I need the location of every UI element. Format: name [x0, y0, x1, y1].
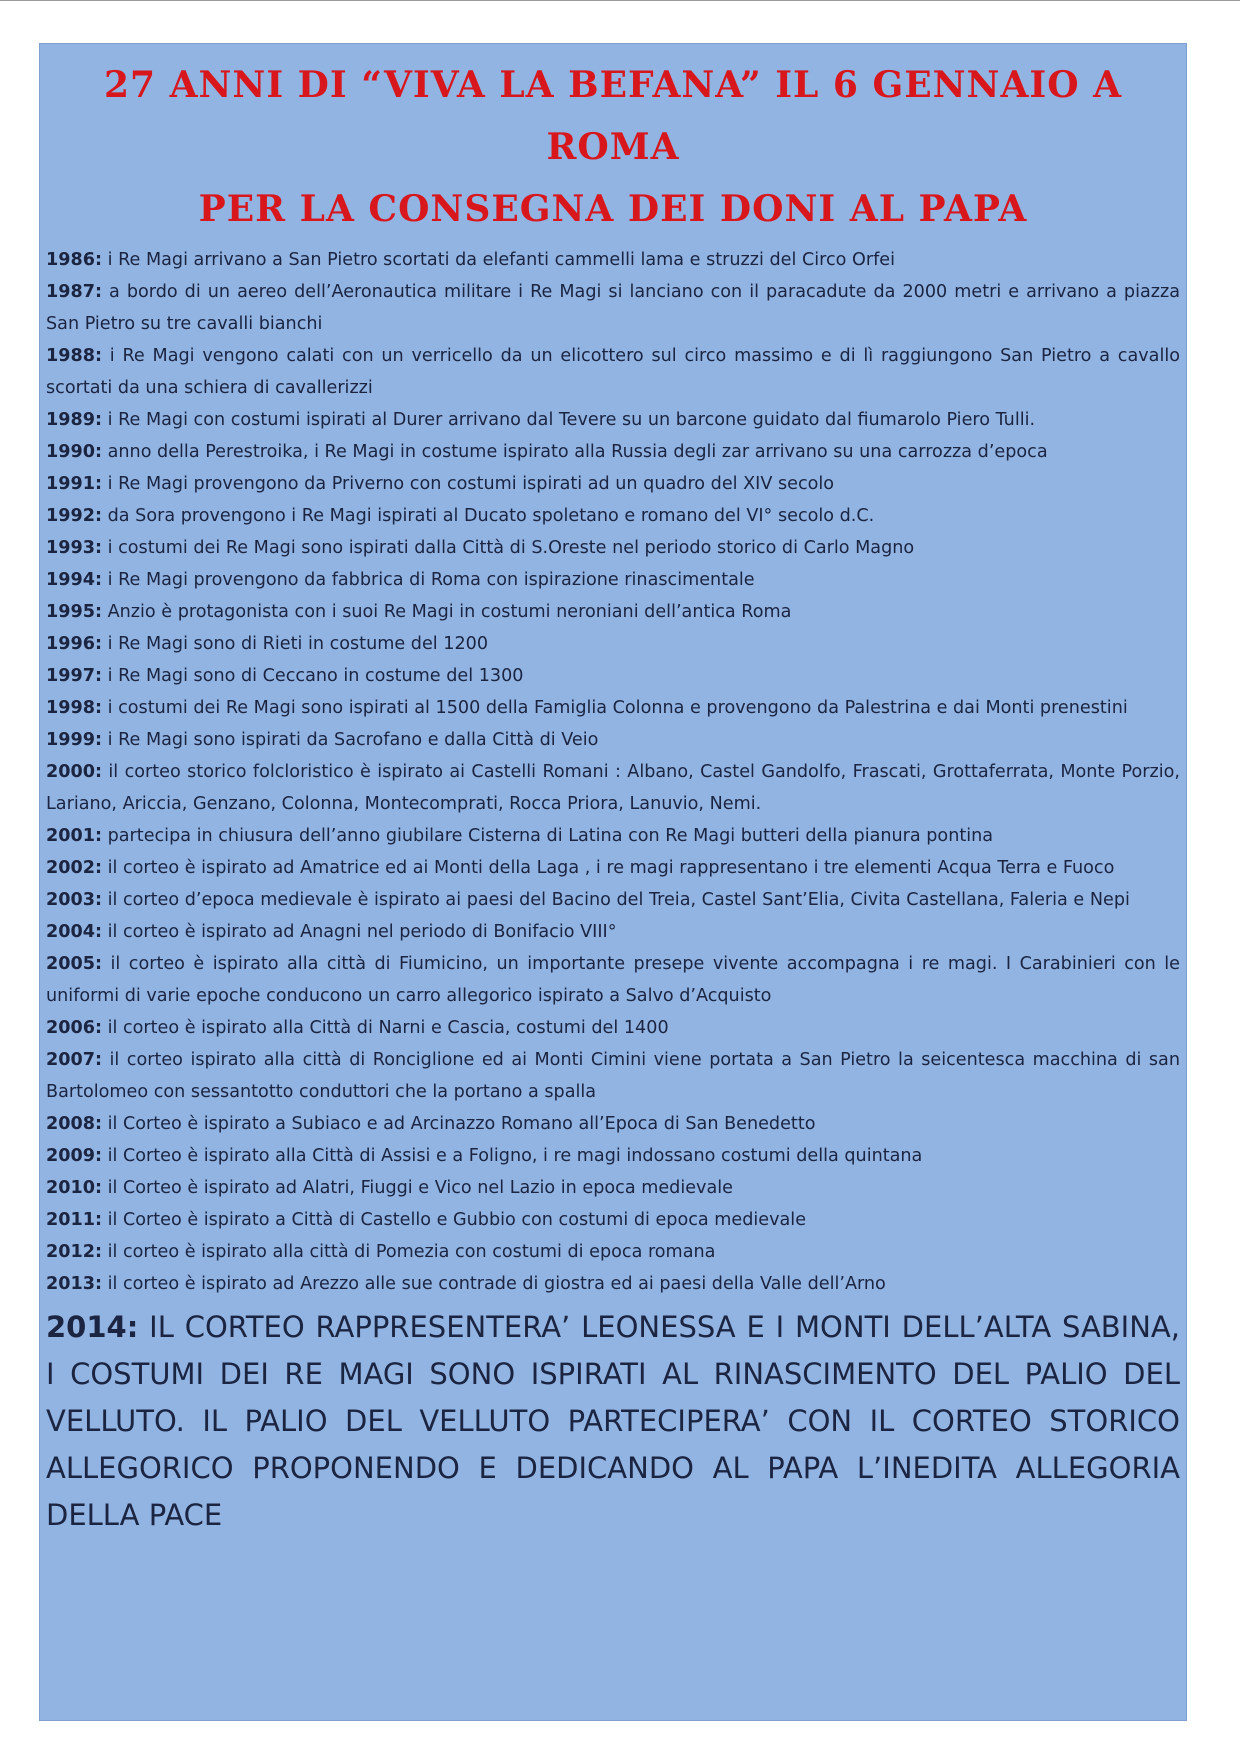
- list-item: [46, 852, 1180, 884]
- list-item: [46, 468, 1180, 500]
- top-border-line: [0, 0, 1240, 1]
- entry-text: i Re Magi sono di Rieti in costume del 1200: [102, 634, 489, 654]
- entry-year: 2010:: [46, 1178, 103, 1198]
- entry-text: il corteo d’epoca medievale è ispirato ai paesi del Bacino del Treia, Castel Sant’Elia, Civita Castellana, Faleria e Nepi: [102, 890, 1130, 910]
- entry-text: i Re Magi vengono calati con un verricello da un elicottero sul circo massimo e di lì raggiungono San Pietro a cavallo scortati da una schiera di cavallerizzi: [46, 346, 1180, 398]
- list-item: [46, 692, 1180, 724]
- entry-year: 2012:: [46, 1242, 103, 1262]
- list-item: [46, 1108, 1180, 1140]
- entry-year: 2003:: [46, 890, 103, 910]
- entry-year: 2008:: [46, 1114, 103, 1134]
- list-item: [46, 276, 1180, 340]
- list-item: [46, 1268, 1180, 1300]
- list-item: [46, 564, 1180, 596]
- list-item: [46, 948, 1180, 1012]
- entry-year: 2007:: [46, 1050, 103, 1070]
- entry-text: Anzio è protagonista con i suoi Re Magi in costumi neroniani dell’antica Roma: [102, 602, 792, 622]
- entry-year: 1990:: [46, 442, 103, 462]
- entry-year: 2001:: [46, 826, 103, 846]
- list-item: [46, 1236, 1180, 1268]
- entry-text: il corteo è ispirato alla Città di Narni e Cascia, costumi del 1400: [102, 1018, 669, 1038]
- entry-year: 1997:: [46, 666, 103, 686]
- entry-text: i Re Magi provengono da Priverno con costumi ispirati ad un quadro del XIV secolo: [102, 474, 835, 494]
- entry-text: i Re Magi sono di Ceccano in costume del 1300: [102, 666, 524, 686]
- entry-text: il corteo storico folcloristico è ispirato ai Castelli Romani : Albano, Castel Gandolfo, Frascati, Grottaferrata, Monte Porzio, Lariano, Ariccia, Genzano, Colonna, Montecomprati, Rocca Priora, Lanuvio, Nemi.: [46, 762, 1180, 814]
- entry-year: 2011:: [46, 1210, 103, 1230]
- entry-text: anno della Perestroika, i Re Magi in costume ispirato alla Russia degli zar arrivano su una carrozza d’epoca: [102, 442, 1048, 462]
- list-item: [46, 244, 1180, 276]
- list-item: [46, 532, 1180, 564]
- entry-text: i Re Magi provengono da fabbrica di Roma con ispirazione rinascimentale: [102, 570, 755, 590]
- list-item: [46, 884, 1180, 916]
- list-item: [46, 660, 1180, 692]
- entry-text: il corteo è ispirato ad Amatrice ed ai Monti della Laga , i re magi rappresentano i tre elementi Acqua Terra e Fuoco: [102, 858, 1115, 878]
- entry-year: 2000:: [46, 762, 103, 782]
- entry-year: 2002:: [46, 858, 103, 878]
- list-item: [46, 628, 1180, 660]
- entry-text: il corteo è ispirato alla città di Fiumicino, un importante presepe vivente accompagna i re magi. I Carabinieri con le uniformi di varie epoche conducono un carro allegorico ispirato a Salvo d’Acquisto: [46, 954, 1180, 1006]
- entry-year: 1988:: [46, 346, 103, 366]
- entry-text: IL CORTEO RAPPRESENTERA’ LEONESSA E I MONTI DELL’ALTA SABINA, I COSTUMI DEI RE MAGI SONO ISPIRATI AL RINASCIMENTO DEL PALIO DEL VELLUTO. IL PALIO DEL VELLUTO PARTECIPERA’ CON IL CORTEO STORICO ALLEGORICO PROPONENDO E DEDICANDO AL PAPA L’INEDITA ALLEGORIA DELLA PACE: [46, 1310, 1180, 1532]
- entry-year: 2005:: [46, 954, 103, 974]
- list-item: [46, 340, 1180, 404]
- entry-text: partecipa in chiusura dell’anno giubilare Cisterna di Latina con Re Magi butteri della pianura pontina: [102, 826, 994, 846]
- entry-text: il corteo ispirato alla città di Ronciglione ed ai Monti Cimini viene portata a San Pietro la seicentesca macchina di san Bartolomeo con sessantotto conduttori che la portano a spalla: [46, 1050, 1180, 1102]
- entry-text: i Re Magi arrivano a San Pietro scortati da elefanti cammelli lama e struzzi del Circo Orfei: [102, 250, 895, 270]
- entry-year: 1989:: [46, 410, 103, 430]
- entry-year: 1993:: [46, 538, 103, 558]
- entry-year: 2006:: [46, 1018, 103, 1038]
- entry-year: 2004:: [46, 922, 103, 942]
- entry-year: 1995:: [46, 602, 103, 622]
- entry-text: i costumi dei Re Magi sono ispirati dalla Città di S.Oreste nel periodo storico di Carlo Magno: [102, 538, 915, 558]
- entry-text: il corteo è ispirato alla città di Pomezia con costumi di epoca romana: [102, 1242, 716, 1262]
- list-item: [46, 1204, 1180, 1236]
- entry-year: 2013:: [46, 1274, 103, 1294]
- year-entry-list: [46, 244, 1180, 1300]
- entry-year: 1999:: [46, 730, 103, 750]
- title-line-2: PER LA CONSEGNA DEI DONI AL PAPA: [198, 188, 1028, 230]
- list-item: [46, 724, 1180, 756]
- entry-text: i Re Magi con costumi ispirati al Durer arrivano dal Tevere su un barcone guidato dal fiumarolo Piero Tulli.: [102, 410, 1036, 430]
- entry-year: 1987:: [46, 282, 103, 302]
- entry-text: il Corteo è ispirato a Città di Castello e Gubbio con costumi di epoca medievale: [102, 1210, 807, 1230]
- entry-text: il corteo è ispirato ad Arezzo alle sue contrade di giostra ed ai paesi della Valle dell’Arno: [102, 1274, 886, 1294]
- flyer-panel: [40, 44, 1186, 1720]
- entry-text: i costumi dei Re Magi sono ispirati al 1500 della Famiglia Colonna e provengono da Palestrina e dai Monti prenestini: [102, 698, 1128, 718]
- entry-year: 1994:: [46, 570, 103, 590]
- entry-year: 1991:: [46, 474, 103, 494]
- entry-text: il Corteo è ispirato ad Alatri, Fiuggi e Vico nel Lazio in epoca medievale: [102, 1178, 733, 1198]
- list-item: [46, 916, 1180, 948]
- list-item: [46, 404, 1180, 436]
- list-item: [46, 436, 1180, 468]
- entry-year: 1996:: [46, 634, 103, 654]
- list-item: [46, 756, 1180, 820]
- list-item: [46, 1172, 1180, 1204]
- entry-year: 1998:: [46, 698, 103, 718]
- list-item: [46, 1012, 1180, 1044]
- title-line-1: 27 ANNI DI “VIVA LA BEFANA” IL 6 GENNAIO A ROMA: [103, 64, 1123, 168]
- list-item: [46, 820, 1180, 852]
- entry-year: 1986:: [46, 250, 103, 270]
- list-item: [46, 1140, 1180, 1172]
- final-entry-2014: [46, 1304, 1180, 1539]
- entry-year: 2014:: [46, 1310, 139, 1344]
- entry-text: il Corteo è ispirato a Subiaco e ad Arcinazzo Romano all’Epoca di San Benedetto: [102, 1114, 816, 1134]
- list-item: [46, 596, 1180, 628]
- entry-text: da Sora provengono i Re Magi ispirati al Ducato spoletano e romano del VI° secolo d.C.: [102, 506, 875, 526]
- entry-text: il Corteo è ispirato alla Città di Assisi e a Foligno, i re magi indossano costumi della quintana: [102, 1146, 923, 1166]
- list-item: [46, 1044, 1180, 1108]
- entry-year: 1992:: [46, 506, 103, 526]
- entry-year: 2009:: [46, 1146, 103, 1166]
- entry-text: a bordo di un aereo dell’Aeronautica militare i Re Magi si lanciano con il paracadute da 2000 metri e arrivano a piazza San Pietro su tre cavalli bianchi: [46, 282, 1180, 334]
- list-item: [46, 500, 1180, 532]
- entry-text: i Re Magi sono ispirati da Sacrofano e dalla Città di Veio: [102, 730, 599, 750]
- entry-text: il corteo è ispirato ad Anagni nel periodo di Bonifacio VIII°: [102, 922, 617, 942]
